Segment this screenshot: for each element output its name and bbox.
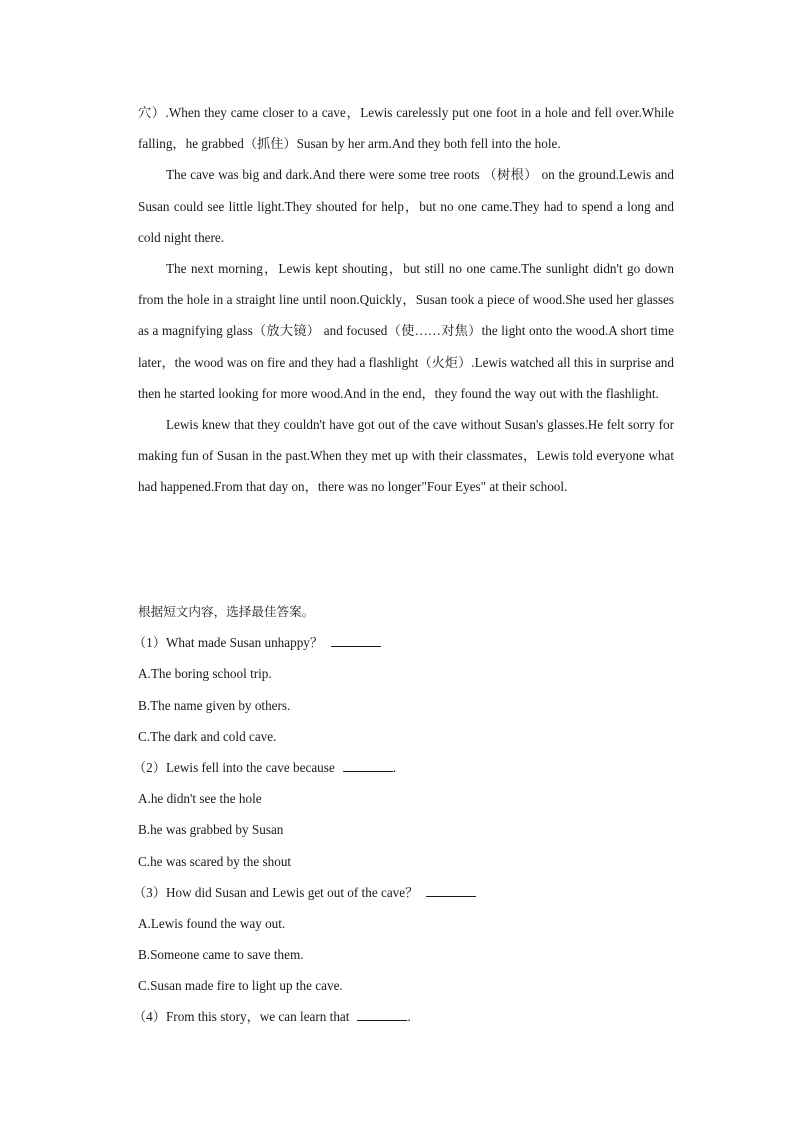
answer-blank-4[interactable] <box>357 1010 407 1021</box>
question-section <box>133 596 674 1033</box>
question-3-option-c[interactable]: C.Susan made fire to light up the cave. <box>138 978 343 994</box>
question-4-stem <box>133 1001 674 1032</box>
passage-paragraph-1: 穴）.When they came closer to a cave，Lewis carelessly put one foot in a hole and fell over.While falling，he grabbed（抓住）Susan by her arm.And they both fell into the hole. <box>138 105 674 152</box>
question-2-stem <box>133 752 674 783</box>
passage-paragraph-4: Lewis knew that they couldn't have got out of the cave without Susan's glasses.He felt sorry for making fun of Susan in the past.When they met up with their classmates，Lewis told everyone what had happened.From that day on，there was no longer"Four Eyes" at their school. <box>138 417 674 495</box>
question-instruction: 根据短文内容，选择最佳答案。 <box>138 604 315 619</box>
question-2-text: （2）Lewis fell into the cave because <box>133 759 335 775</box>
passage-paragraph-3: The next morning，Lewis kept shouting，but still no one came.The sunlight didn't go down from the hole in a straight line until noon.Quickly，Susan took a piece of wood.She used her glasses as a magnifying glass（放大镜） and focused（使……对焦）the light onto the wood.A short time later，the wood was on fire and they had a flashlight（火炬）.Lewis watched all this in surprise and then he started looking for more wood.And in the end，they found the way out with the flashlight. <box>138 261 674 401</box>
question-4-suffix: . <box>407 1009 411 1025</box>
question-4-text: （4）From this story，we can learn that <box>133 1009 350 1025</box>
question-2-option-b[interactable]: B.he was grabbed by Susan <box>138 822 284 838</box>
question-3-text: （3）How did Susan and Lewis get out of the cave？ <box>133 884 419 900</box>
question-1-option-a[interactable]: A.The boring school trip. <box>138 666 272 682</box>
passage-paragraph-2: The cave was big and dark.And there were some tree roots （树根） on the ground.Lewis and Susan could see little light.They shouted for help，but no one came.They had to spend a long and cold night there. <box>138 167 674 245</box>
answer-blank-1[interactable] <box>331 636 381 647</box>
question-2-option-a[interactable]: A.he didn't see the hole <box>138 791 262 807</box>
answer-blank-2[interactable] <box>343 761 393 772</box>
answer-blank-3[interactable] <box>426 886 476 897</box>
question-1-stem <box>133 627 674 658</box>
question-3-option-a[interactable]: A.Lewis found the way out. <box>138 915 286 931</box>
question-1-text: （1）What made Susan unhappy？ <box>133 635 324 651</box>
question-1-option-c[interactable]: C.The dark and cold cave. <box>138 728 277 744</box>
reading-passage <box>138 97 674 503</box>
question-2-suffix: . <box>392 759 397 775</box>
question-1-option-b[interactable]: B.The name given by others. <box>138 697 291 713</box>
question-3-option-b[interactable]: B.Someone came to save them. <box>138 947 304 963</box>
question-3-stem <box>133 877 674 908</box>
question-2-option-c[interactable]: C.he was scared by the shout <box>138 853 292 869</box>
